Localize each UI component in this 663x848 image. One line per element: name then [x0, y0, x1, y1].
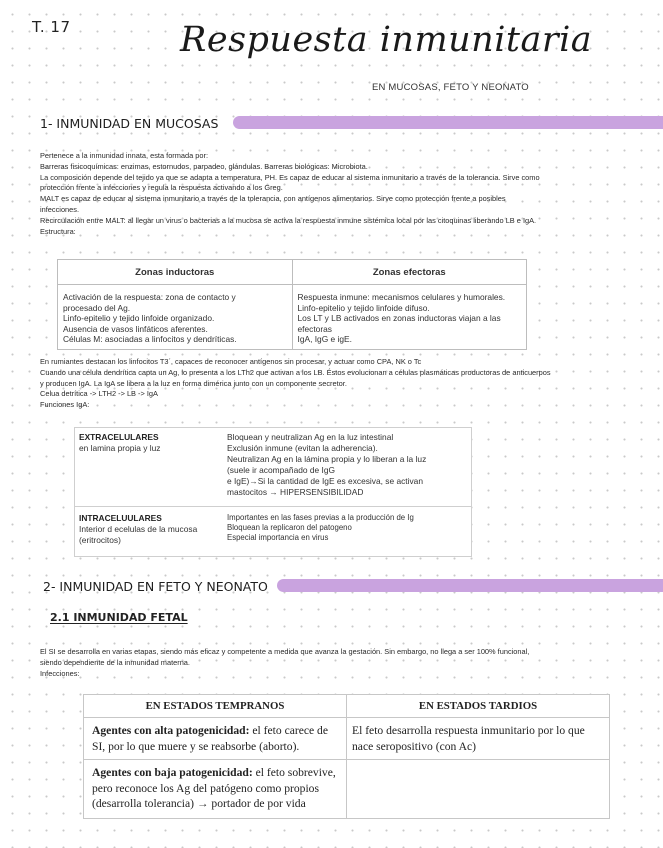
cell-line: Activación de la respuesta: zona de contacto y — [63, 292, 236, 302]
iga-extracellular-desc — [223, 428, 472, 507]
cell-line: Linfo-epitelio y tejido linfoide difuso. — [297, 302, 430, 313]
section-1-notes — [40, 357, 551, 411]
text-line: siendo dependiente de la inmunidad materna. — [40, 657, 190, 667]
cell-line: e IgE)→Si la cantidad de IgE es excesiva, se activan — [227, 476, 423, 487]
note-line: Cuando una célula dendrítica capta un Ag, lo presenta a los LTh2 que activan a los LB. Éstos evolucionan a células plasmáticas productoras de anticuerpos — [40, 367, 551, 377]
cell-line: IgA, IgG e igE. — [297, 334, 352, 345]
infections-cell-low-late — [347, 760, 610, 819]
cell-line: efectoras — [297, 323, 332, 334]
zones-header-inductoras: Zonas inductoras — [58, 260, 293, 285]
intro-line: infecciones. — [40, 204, 80, 214]
text-line: El SI se desarrolla en varias etapas, siendo más eficaz y competente a medida que avanza la gestación. Sin embargo, no llega a ser 100% funcional, — [40, 647, 530, 656]
iga-intra-sub: (eritrocitos) — [79, 534, 121, 545]
cell-line: mastocitos → HIPERSENSIBILIDAD — [227, 487, 364, 498]
iga-intracellular-label — [75, 506, 224, 556]
page-title: Respuesta inmunitaria — [180, 20, 593, 60]
page-number: T. 17 — [32, 18, 71, 36]
zones-cell-efectoras — [292, 285, 527, 350]
cell-line: Importantes en las fases previas a la producción de Ig — [227, 512, 414, 522]
iga-extracellular-label — [75, 428, 224, 507]
zones-cell-inductoras — [58, 285, 293, 350]
intro-line: Estructura: — [40, 226, 76, 236]
section-1-heading: 1- INMUNIDAD EN MUCOSAS — [40, 116, 219, 131]
cell-line: procesado del Ag. — [63, 302, 131, 313]
note-line: y producen IgA. La IgA se libera a la luz en forma dimérica junto con un componente secretor. — [40, 378, 347, 388]
section-1-intro — [40, 151, 540, 237]
iga-intra-sub: Interior d ecelulas de la mucosa — [79, 523, 198, 534]
subsection-heading: 2.1 INMUNIDAD FETAL — [50, 611, 188, 624]
cell-line: Respuesta inmune: mecanismos celulares y humorales. — [297, 292, 506, 302]
note-line: Funciones IgA: — [40, 400, 90, 410]
note-line: Celua detrítica -> LTH2 -> LB -> IgA — [40, 389, 158, 399]
cell-text: el feto sobrevive, pero reconoce los Ag del patógeno como propios (desarrolla tolerancia) → portador de por vida — [92, 766, 336, 811]
cell-line: Células M: asociadas a linfocitos y dendríticas. — [63, 334, 237, 345]
section-2-highlight-bar — [277, 579, 663, 592]
intro-line: La composición depende del tejido ya que se adapta a temperatura, PH. Es capaz de educar al sistema inmunitario a través de la tolerancia. Sirve como — [40, 172, 540, 182]
zones-table — [57, 259, 527, 350]
iga-functions-table — [74, 427, 472, 557]
cell-line: Bloquean la replicaron del patogeno — [227, 522, 352, 532]
section-1-highlight-bar — [233, 116, 663, 129]
section-2-text — [40, 647, 529, 679]
infections-cell-low-early — [84, 760, 347, 819]
text-line: Infecciones: — [40, 668, 80, 678]
infections-cell-high-late: El feto desarrolla respuesta inmunitario por lo que nace seropositivo (con Ac) — [347, 718, 610, 760]
cell-line: Los LT y LB activados en zonas inductoras viajan a las — [297, 313, 501, 324]
infections-header-late: EN ESTADOS TARDIOS — [347, 695, 610, 718]
intro-line: MALT es capaz de educar al sistema inmunitario a través de la tolerancia, con antígenos alimentarios. Sirve como protección frente a posibles — [40, 194, 506, 204]
cell-line: Ausencia de vasos linfáticos aferentes. — [63, 323, 208, 334]
infections-table — [83, 694, 610, 819]
page-subtitle: EN MUCOSAS, FETO Y NEONATO — [372, 82, 529, 93]
cell-bold-label: Agentes con baja patogenicidad: — [92, 766, 253, 780]
iga-intra-title: INTRACELUULARES — [79, 512, 162, 523]
cell-line: Linfo-epitelio y tejido linfoide organizado. — [63, 313, 215, 324]
infections-cell-high-early — [84, 718, 347, 760]
cell-line: (suele ir acompañado de IgG — [227, 465, 336, 476]
cell-line: Especial importancia en virus — [227, 532, 329, 542]
cell-line: Exclusión inmune (evitan la adherencia). — [227, 443, 378, 454]
intro-line: protección frente a infecciones y regula la respuesta activando a los Greg. — [40, 183, 283, 193]
section-2-heading: 2- INMUNIDAD EN FETO Y NEONATO — [43, 579, 268, 594]
iga-extra-sub: en lamina propia y luz — [79, 443, 161, 454]
intro-line: Recirculación entre MALT: al llegar un virus o bacterias a la mucosa se activa la respuesta inmune sistémica local por las citoquinas liberando LB e IgA. — [40, 215, 537, 225]
iga-intracellular-desc — [223, 506, 472, 556]
intro-line: Pertenece a la inmunidad innata, esta formada por: — [40, 151, 209, 160]
cell-text: el feto carece de SI, por lo que muere y se reabsorbe (aborto). — [92, 724, 329, 753]
intro-line: Barreras fisicoquímicas: enzimas, estornudos, parpadeo, glándulas. Barreras biológicas: Microbiota. — [40, 161, 368, 171]
note-line: En rumiantes destacan los linfocitos T3´, capaces de reconocer antígenos sin procesar, y actuar como CPA, NK o Tc — [40, 357, 422, 366]
iga-extra-title: EXTRACELULARES — [79, 432, 159, 442]
cell-bold-label: Agentes con alta patogenicidad: — [92, 724, 250, 737]
infections-header-early: EN ESTADOS TEMPRANOS — [84, 695, 347, 718]
cell-line: Neutralizan Ag en la lámina propia y lo liberan a la luz — [227, 454, 427, 465]
zones-header-efectoras: Zonas efectoras — [292, 260, 527, 285]
cell-line: Bloquean y neutralizan Ag en la luz intestinal — [227, 432, 394, 442]
